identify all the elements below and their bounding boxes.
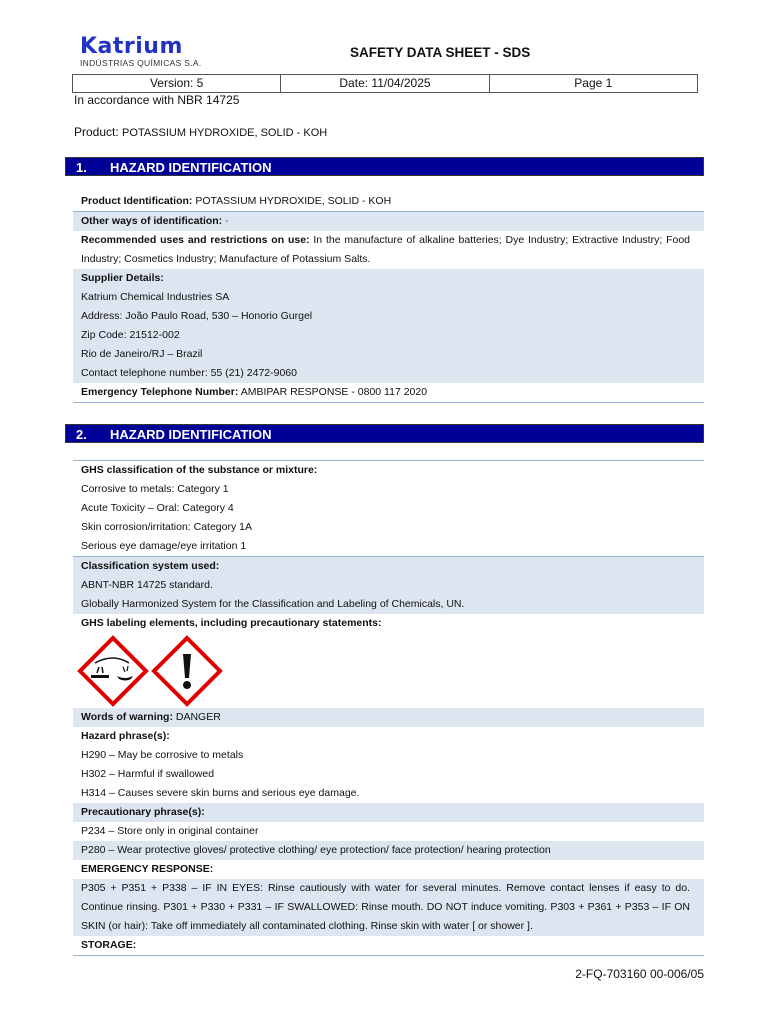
corrosion-pictogram-icon xyxy=(80,638,146,704)
document-title: SAFETY DATA SHEET - SDS xyxy=(350,45,531,60)
field-label: Recommended uses and restrictions on use: xyxy=(81,234,310,246)
words-of-warning-row xyxy=(73,708,704,727)
section-number: 1. xyxy=(76,160,87,175)
classification-line: Skin corrosion/irritation: Category 1A xyxy=(81,521,252,533)
accordance-note: In accordance with NBR 14725 xyxy=(74,93,240,107)
field-label: Emergency Telephone Number: xyxy=(81,386,239,398)
system-line: Globally Harmonized System for the Classification and Labeling of Chemicals, UN. xyxy=(81,598,465,610)
pictograms xyxy=(73,633,704,708)
system-line: ABNT-NBR 14725 standard. xyxy=(81,579,213,591)
section-1-header xyxy=(65,157,704,176)
storage-label: STORAGE: xyxy=(81,939,137,951)
product-label: Product: xyxy=(74,125,119,139)
supplier-line: Katrium Chemical Industries SA xyxy=(81,291,230,303)
emergency-response-text: P305 + P351 + P338 – IF IN EYES: Rinse cautiously with water for several minutes. Remove contact lenses if easy to do. Continue rinsing. P301 + P330 + P331 – IF SWALLOWED: Rinse mouth. DO NOT induce vomiting. P303 + P361 + P353 – IF ON SKIN (or hair): Take off immediately all contaminated clothing. Rinse skin with water [ or shower ]. xyxy=(73,879,704,936)
ghs-classification-label: GHS classification of the substance or mixture: xyxy=(81,464,318,476)
hazard-phrase: H302 – Harmful if swallowed xyxy=(81,768,215,780)
document-meta-table xyxy=(72,74,698,93)
labeling-elements-label: GHS labeling elements, including precautionary statements: xyxy=(81,617,382,629)
company-subtitle: INDÚSTRIAS QUÍMICAS S.A. xyxy=(80,58,202,68)
supplier-details-block xyxy=(73,269,704,383)
classification-system-block xyxy=(73,556,704,614)
classification-system-label: Classification system used: xyxy=(81,560,220,572)
product-line xyxy=(74,125,327,139)
field-value: In the manufacture of alkaline batteries; Dye Industry; Extractive Industry; Food Industry; Cosmetics Industry; Manufacture of Potassium Salts. xyxy=(81,234,691,265)
field-value: - xyxy=(225,215,229,227)
supplier-line: Contact telephone number: 55 (21) 2472-9060 xyxy=(81,367,297,379)
emergency-response-label: EMERGENCY RESPONSE: xyxy=(81,863,214,875)
section-2-body xyxy=(73,460,704,956)
product-identification-row xyxy=(73,192,704,211)
hazard-phrases-label: Hazard phrase(s): xyxy=(81,730,170,742)
supplier-line: Rio de Janeiro/RJ – Brazil xyxy=(81,348,203,360)
classification-line: Acute Toxicity – Oral: Category 4 xyxy=(81,502,234,514)
classification-line: Corrosive to metals: Category 1 xyxy=(81,483,229,495)
other-ways-row xyxy=(73,211,704,231)
section-2-header xyxy=(65,424,704,443)
precautionary-phrase-p280: P280 – Wear protective gloves/ protective clothing/ eye protection/ face protection/ hearing protection xyxy=(73,841,704,860)
emergency-telephone-row xyxy=(73,383,704,403)
supplier-line: Address: João Paulo Road, 530 – Honorio Gurgel xyxy=(81,310,313,322)
product-value: POTASSIUM HYDROXIDE, SOLID - KOH xyxy=(122,127,328,139)
version-cell: Version: 5 xyxy=(73,75,281,92)
classification-line: Serious eye damage/eye irritation 1 xyxy=(81,540,247,552)
field-label: Words of warning: xyxy=(81,711,173,723)
exclamation-pictogram-icon xyxy=(154,638,220,704)
field-value: AMBIPAR RESPONSE - 0800 117 2020 xyxy=(240,386,428,398)
precautionary-phrases-label: Precautionary phrase(s): xyxy=(81,806,205,818)
document-code: 2-FQ-703160 00-006/05 xyxy=(575,967,704,981)
supplier-label: Supplier Details: xyxy=(81,272,164,284)
page-cell: Page 1 xyxy=(574,76,613,90)
field-label: Other ways of identification: xyxy=(81,215,223,227)
hazard-phrase: H290 – May be corrosive to metals xyxy=(81,749,244,761)
company-logo: Katrium xyxy=(80,34,183,59)
section-title: HAZARD IDENTIFICATION xyxy=(110,160,272,175)
precautionary-phrase-p234: P234 – Store only in original container xyxy=(81,825,259,837)
supplier-line: Zip Code: 21512-002 xyxy=(81,329,180,341)
field-value: DANGER xyxy=(175,711,221,723)
field-value: POTASSIUM HYDROXIDE, SOLID - KOH xyxy=(195,195,392,207)
field-label: Product Identification: xyxy=(81,195,193,207)
hazard-phrase: H314 – Causes severe skin burns and serious eye damage. xyxy=(81,787,360,799)
date-cell: Date: 11/04/2025 xyxy=(281,75,489,92)
section-title: HAZARD IDENTIFICATION xyxy=(110,427,272,442)
section-number: 2. xyxy=(76,427,87,442)
recommended-uses-row xyxy=(73,231,704,269)
section-1-body xyxy=(73,192,704,403)
